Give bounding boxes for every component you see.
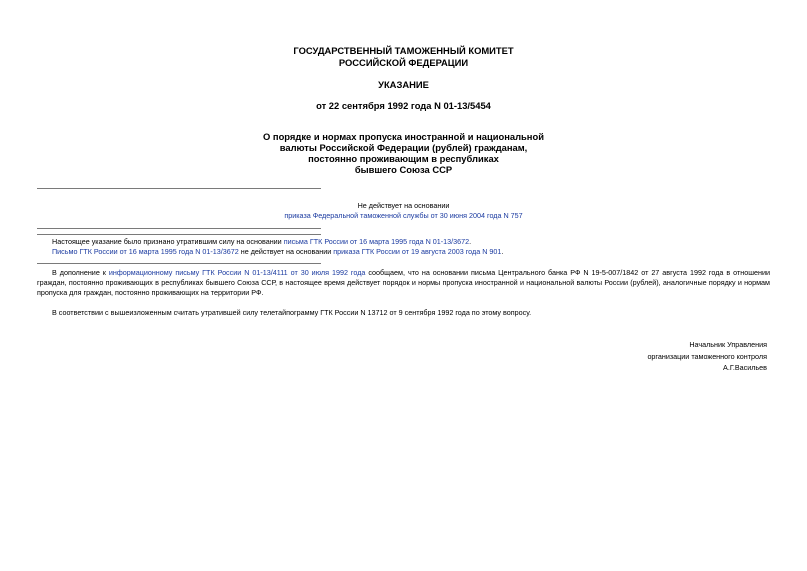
separator-rule: [37, 188, 321, 189]
title-line: О порядке и нормах пропуска иностранной и национальной: [263, 131, 544, 142]
title-line: постоянно проживающим в республиках: [308, 153, 499, 164]
org-name-line1: ГОСУДАРСТВЕННЫЙ ТАМОЖЕННЫЙ КОМИТЕТ: [293, 45, 514, 56]
paragraph-text: В дополнение к: [52, 268, 109, 277]
order-link[interactable]: приказа ГТК России от 19 августа 2003 года N 901: [333, 247, 502, 256]
separator-rule: [37, 228, 321, 229]
status-note-link[interactable]: приказа Федеральной таможенной службы от 30 июня 2004 года N 757: [284, 211, 523, 220]
signature-name: А.Г.Васильев: [723, 363, 767, 372]
revocation-text-end: .: [501, 247, 504, 256]
status-note-text: Не действует на основании: [357, 201, 450, 210]
document-type: УКАЗАНИЕ: [378, 79, 429, 90]
separator-rule: [37, 234, 321, 235]
separator-rule: [37, 263, 321, 264]
title-line: валюты Российской Федерации (рублей) гражданам,: [279, 142, 528, 153]
signature-position: Начальник Управления: [689, 340, 767, 349]
revocation-link[interactable]: письма ГТК России от 16 марта 1995 года N 01-13/3672: [283, 237, 470, 246]
status-note: [240, 201, 567, 221]
title-line: бывшего Союза ССР: [354, 164, 453, 175]
signature-department: организации таможенного контроля: [647, 351, 767, 361]
document-title: [0, 131, 807, 175]
body-paragraph-1: [37, 268, 770, 298]
body-paragraph-2: В соответствии с вышеизложенным считать утратившей силу телетайпограмму ГТК России N 13712 от 9 сентября 1992 года по этому вопросу.: [52, 308, 532, 317]
revocation-text: Настоящее указание было признано утратившим силу на основании: [52, 237, 284, 246]
paragraph-text: сообщаем, что на основании письма Центрального банка РФ N 19-5-007/1842 от 27 августа 1992 года в отношении граждан, постоянно проживающих в республиках бывшего Союза ССР, в настоящее время действует порядок и нормы пропуска иностранной и национальной валюты России (рублей), аналогичные порядку и нормам пропуска для граждан, постоянно проживающих на территории РФ.: [37, 268, 771, 297]
signature-block: [647, 339, 767, 374]
revoked-letter-link[interactable]: Письмо ГТК России от 16 марта 1995 года N 01-13/3672: [52, 247, 239, 256]
revocation-text-end: .: [469, 237, 472, 246]
org-name-line2: РОССИЙСКОЙ ФЕДЕРАЦИИ: [338, 57, 469, 68]
info-letter-link[interactable]: информационному письму ГТК России N 01-13/4111 от 30 июля 1992 года: [108, 268, 366, 277]
revocation-note: [52, 237, 752, 257]
document-date-number: от 22 сентября 1992 года N 01-13/5454: [316, 100, 491, 111]
revocation-text: не действует на основании: [238, 247, 334, 256]
